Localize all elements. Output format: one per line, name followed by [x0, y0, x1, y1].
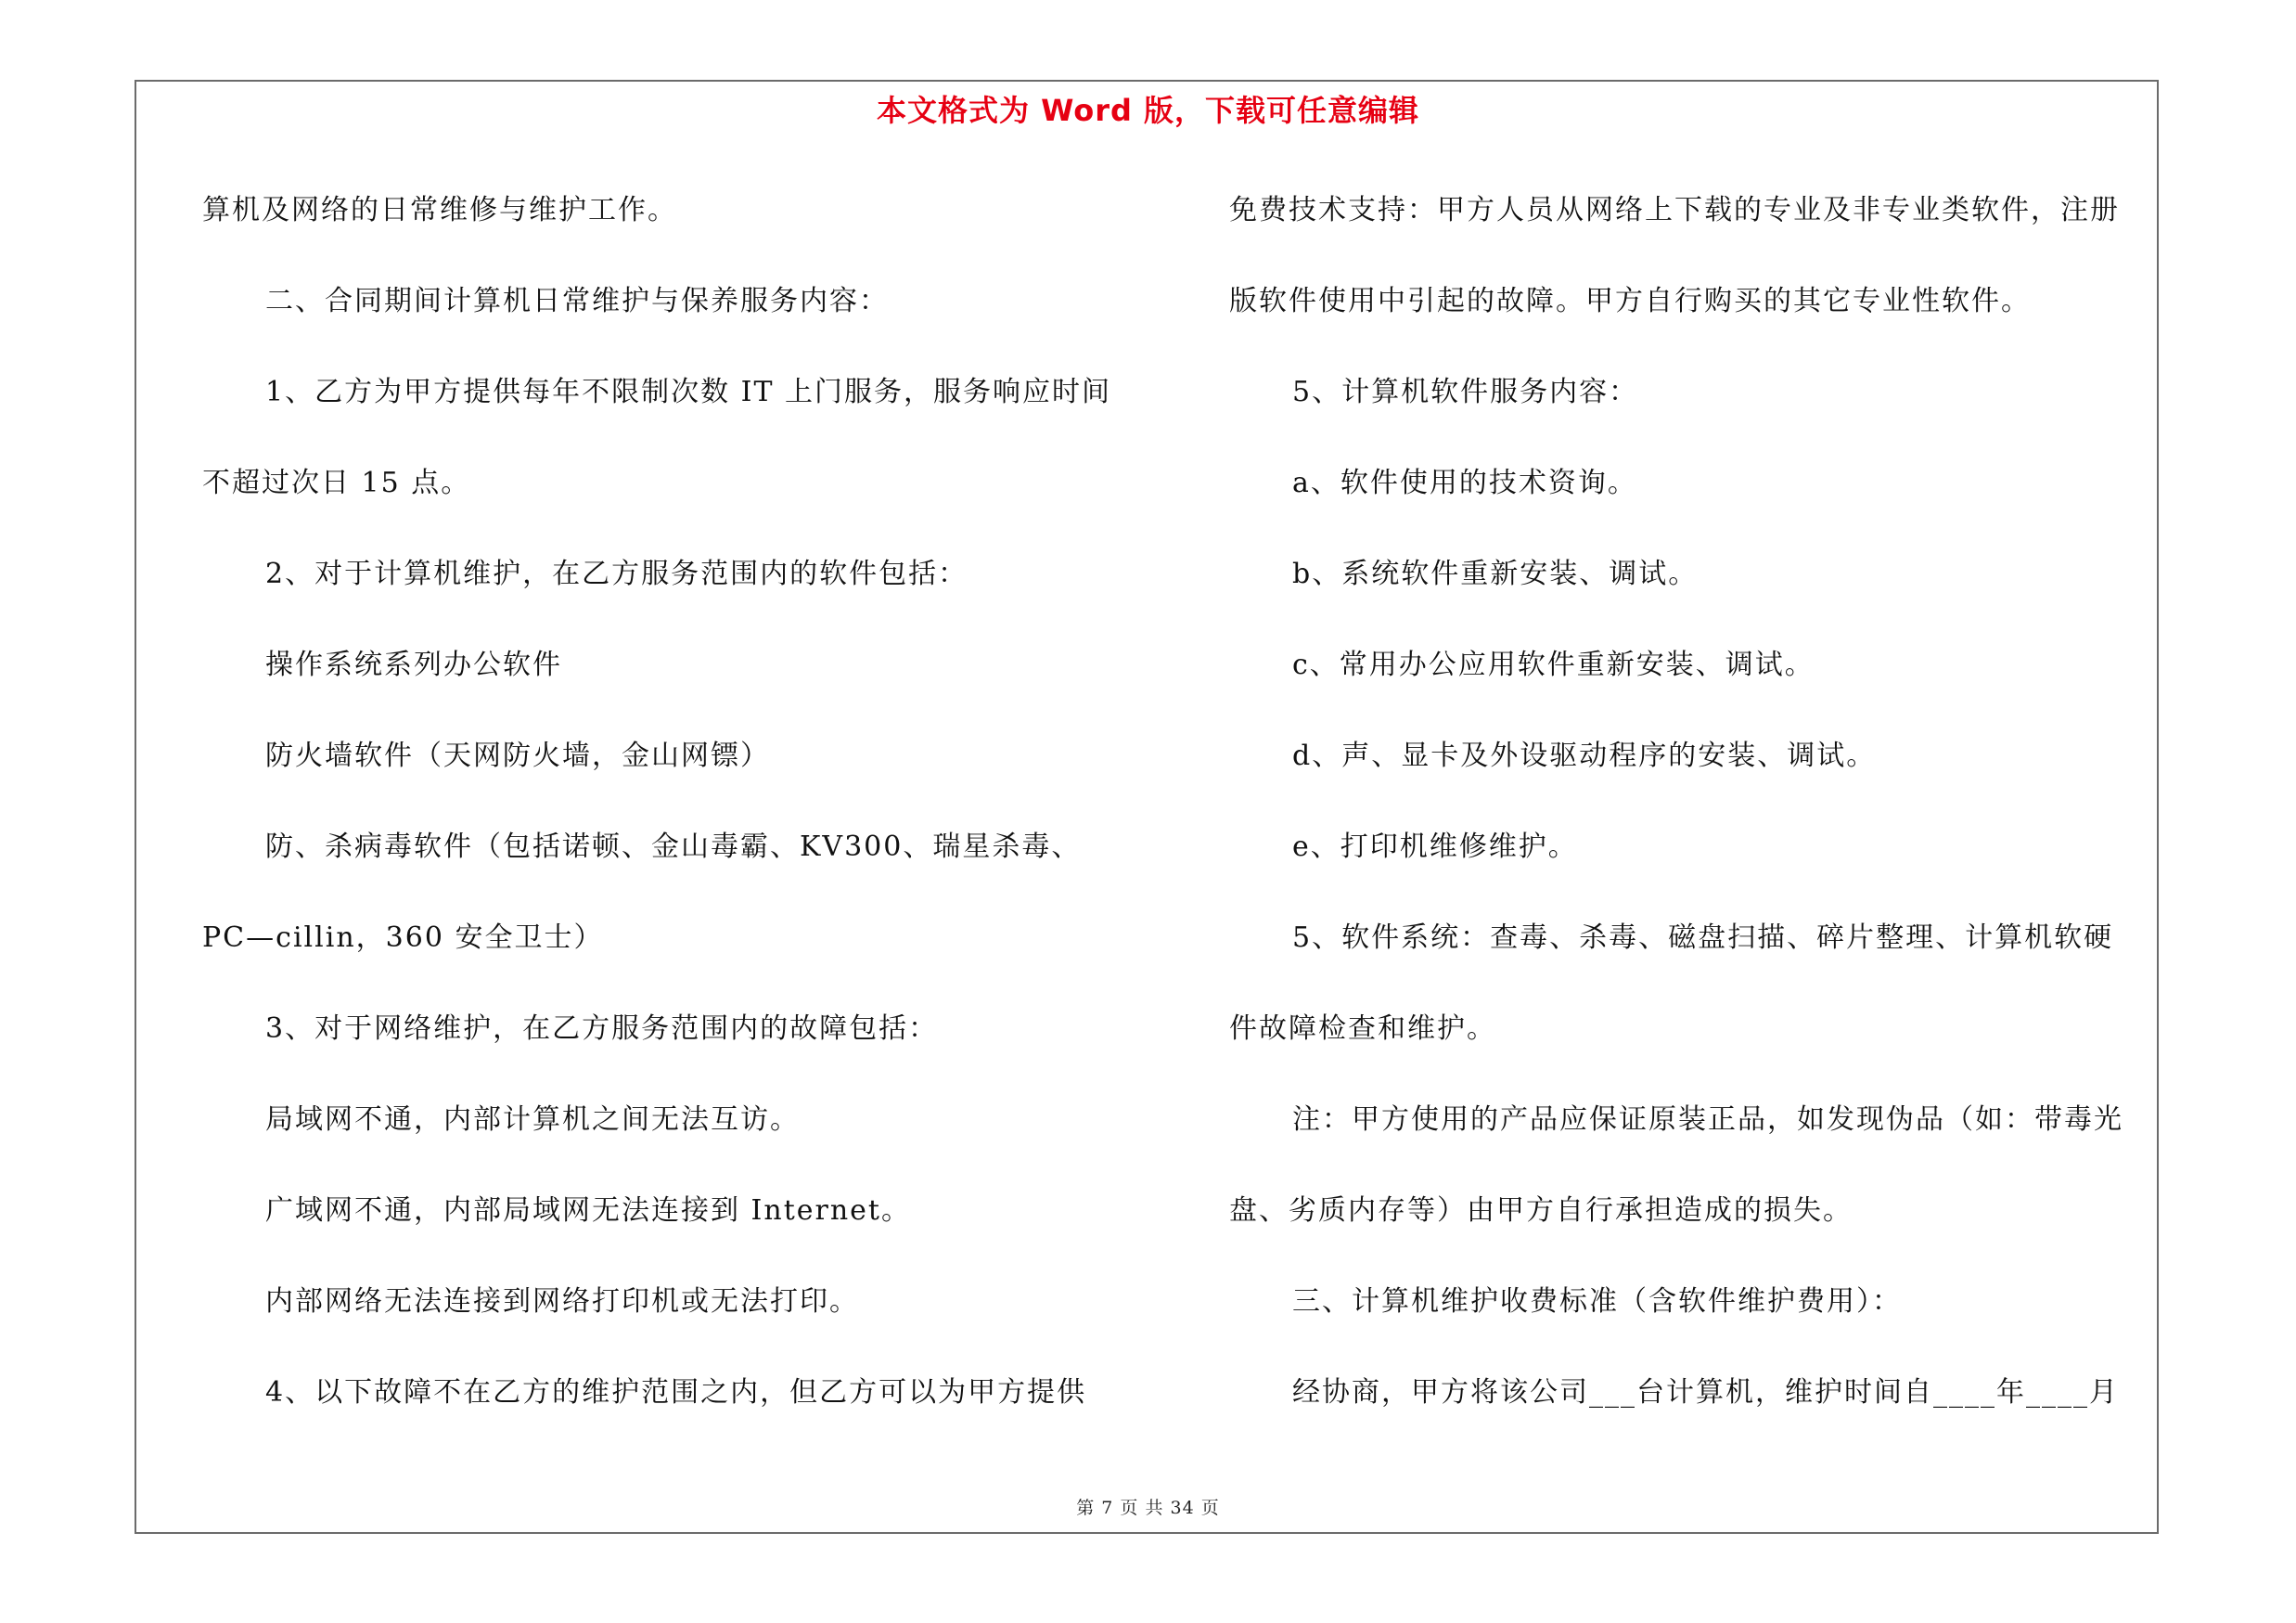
- paragraph-line: 不超过次日 15 点。: [202, 467, 471, 499]
- paragraph-line: 三、计算机维护收费标准（含软件维护费用）：: [1292, 1285, 1902, 1318]
- paragraph-line: 版软件使用中引起的故障。甲方自行购买的其它专业性软件。: [1229, 285, 2031, 317]
- paragraph-line: 件故障检查和维护。: [1229, 1012, 1496, 1045]
- paragraph-line: 1、乙方为甲方提供每年不限制次数 IT 上门服务，服务响应时间: [265, 376, 1112, 408]
- paragraph-line: 广域网不通，内部局域网无法连接到 Internet。: [265, 1194, 911, 1227]
- paragraph-line: c、常用办公应用软件重新安装、调试。: [1292, 649, 1815, 681]
- paragraph-line: 操作系统系列办公软件: [265, 649, 562, 681]
- paragraph-line: 防火墙软件（天网防火墙，金山网镖）: [265, 740, 770, 772]
- paragraph-line: a、软件使用的技术资询。: [1292, 467, 1637, 499]
- paragraph-line: 内部网络无法连接到网络打印机或无法打印。: [265, 1285, 859, 1318]
- paragraph-line: 4、以下故障不在乙方的维护范围之内，但乙方可以为甲方提供: [265, 1376, 1087, 1409]
- paragraph-line: 2、对于计算机维护，在乙方服务范围内的软件包括：: [265, 558, 968, 590]
- header-banner: 本文格式为 Word 版，下载可任意编辑: [876, 93, 1420, 128]
- page-number-footer: 第 7 页 共 34 页: [1076, 1498, 1220, 1518]
- left-column: [202, 182, 1130, 1455]
- paragraph-line: 3、对于网络维护，在乙方服务范围内的故障包括：: [265, 1012, 939, 1045]
- paragraph-line: 经协商，甲方将该公司___台计算机，维护时间自____年____月: [1292, 1376, 2119, 1409]
- right-column: [1229, 182, 2157, 1455]
- paragraph-line: 5、计算机软件服务内容：: [1292, 376, 1639, 408]
- paragraph-line: 二、合同期间计算机日常维护与保养服务内容：: [265, 285, 889, 317]
- paragraph-line: PC—cillin，360 安全卫士）: [202, 921, 604, 954]
- paragraph-line: 注：甲方使用的产品应保证原装正品，如发现伪品（如：带毒光: [1292, 1103, 2123, 1136]
- paragraph-line: 防、杀病毒软件（包括诺顿、金山毒霸、KV300、瑞星杀毒、: [265, 831, 1082, 863]
- paragraph-line: 算机及网络的日常维修与维护工作。: [202, 194, 677, 226]
- paragraph-line: b、系统软件重新安装、调试。: [1292, 558, 1699, 590]
- paragraph-line: 局域网不通，内部计算机之间无法互访。: [265, 1103, 800, 1136]
- paragraph-line: 5、软件系统：查毒、杀毒、磁盘扫描、碎片整理、计算机软硬: [1292, 921, 2114, 954]
- paragraph-line: 免费技术支持：甲方人员从网络上下载的专业及非专业类软件，注册: [1229, 194, 2120, 226]
- paragraph-line: e、打印机维修维护。: [1292, 831, 1578, 863]
- paragraph-line: 盘、劣质内存等）由甲方自行承担造成的损失。: [1229, 1194, 1853, 1227]
- paragraph-line: d、声、显卡及外设驱动程序的安装、调试。: [1292, 740, 1877, 772]
